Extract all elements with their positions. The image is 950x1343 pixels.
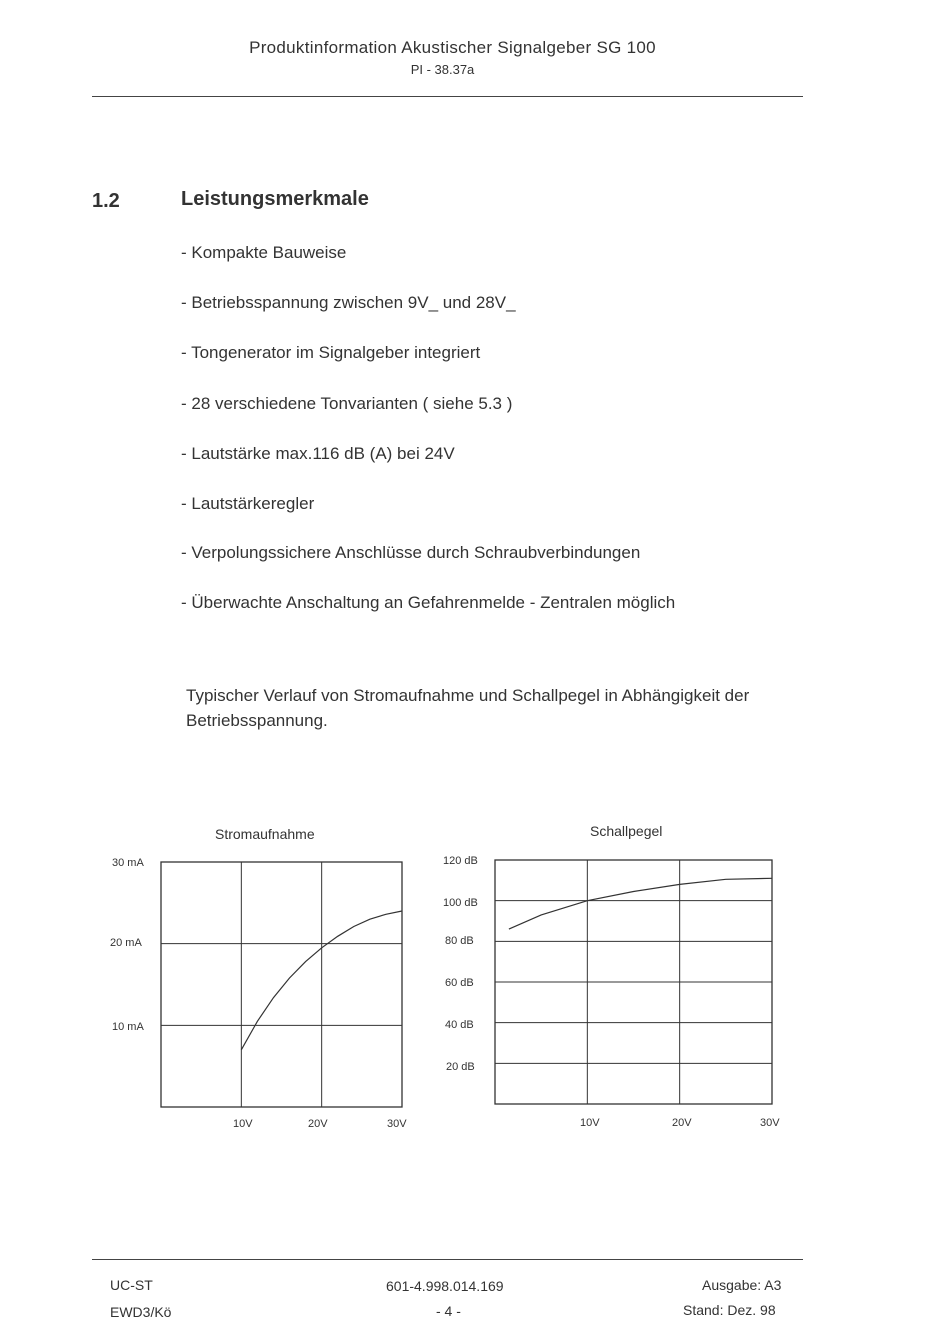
- y-tick-label: 20 dB: [446, 1061, 475, 1073]
- document-code: PI - 38.37a: [410, 62, 475, 77]
- document-title: Produktinformation Akustischer Signalgeber SG 100: [249, 38, 656, 57]
- y-tick-label: 80 dB: [445, 935, 474, 947]
- footer-page-number: - 4 -: [436, 1303, 461, 1319]
- feature-item: - Überwachte Anschaltung an Gefahrenmelde - Zentralen möglich: [181, 593, 676, 612]
- y-tick-label: 120 dB: [443, 855, 478, 867]
- y-tick-label: 40 dB: [445, 1019, 474, 1031]
- chart-title-schallpegel: Schallpegel: [590, 823, 663, 839]
- x-tick-label: 10V: [233, 1118, 253, 1130]
- feature-item: - Betriebsspannung zwischen 9V_ und 28V_: [181, 293, 516, 312]
- series-line: [509, 878, 772, 929]
- x-tick-label: 30V: [760, 1117, 780, 1129]
- footer-divider: [92, 1259, 803, 1260]
- feature-item: - Kompakte Bauweise: [181, 243, 347, 262]
- y-tick-label: 60 dB: [445, 977, 474, 989]
- feature-item: - Verpolungssichere Anschlüsse durch Schraubverbindungen: [181, 543, 641, 562]
- y-tick-label: 20 mA: [110, 937, 142, 949]
- y-tick-label: 100 dB: [443, 897, 478, 909]
- x-tick-label: 20V: [672, 1117, 692, 1129]
- feature-item: - Lautstärkeregler: [181, 494, 315, 513]
- schallpegel-chart: [495, 860, 772, 1104]
- footer-date: Stand: Dez. 98: [683, 1302, 776, 1318]
- section-title: Leistungsmerkmale: [181, 188, 369, 210]
- x-tick-label: 30V: [387, 1118, 407, 1130]
- footer-document-number: 601-4.998.014.169: [386, 1278, 504, 1294]
- feature-item: - Tongenerator im Signalgeber integriert: [181, 343, 481, 362]
- chart-title-stromaufnahme: Stromaufnahme: [215, 826, 315, 842]
- plot-frame: [161, 862, 402, 1107]
- feature-item: - Lautstärke max.116 dB (A) bei 24V: [181, 444, 455, 463]
- footer-department: UC-ST: [110, 1277, 153, 1293]
- x-tick-label: 10V: [580, 1117, 600, 1129]
- feature-item: - 28 verschiedene Tonvarianten ( siehe 5.3 ): [181, 394, 513, 413]
- stromaufnahme-chart: [161, 862, 402, 1107]
- x-tick-label: 20V: [308, 1118, 328, 1130]
- y-tick-label: 10 mA: [112, 1021, 144, 1033]
- chart-intro-paragraph: Typischer Verlauf von Stromaufnahme und Schallpegel in Abhängigkeit der Betriebsspannung.: [186, 686, 750, 730]
- section-number: 1.2: [92, 190, 120, 212]
- y-tick-label: 30 mA: [112, 857, 144, 869]
- footer-author: EWD3/Kö: [110, 1304, 172, 1320]
- footer-edition: Ausgabe: A3: [702, 1277, 782, 1293]
